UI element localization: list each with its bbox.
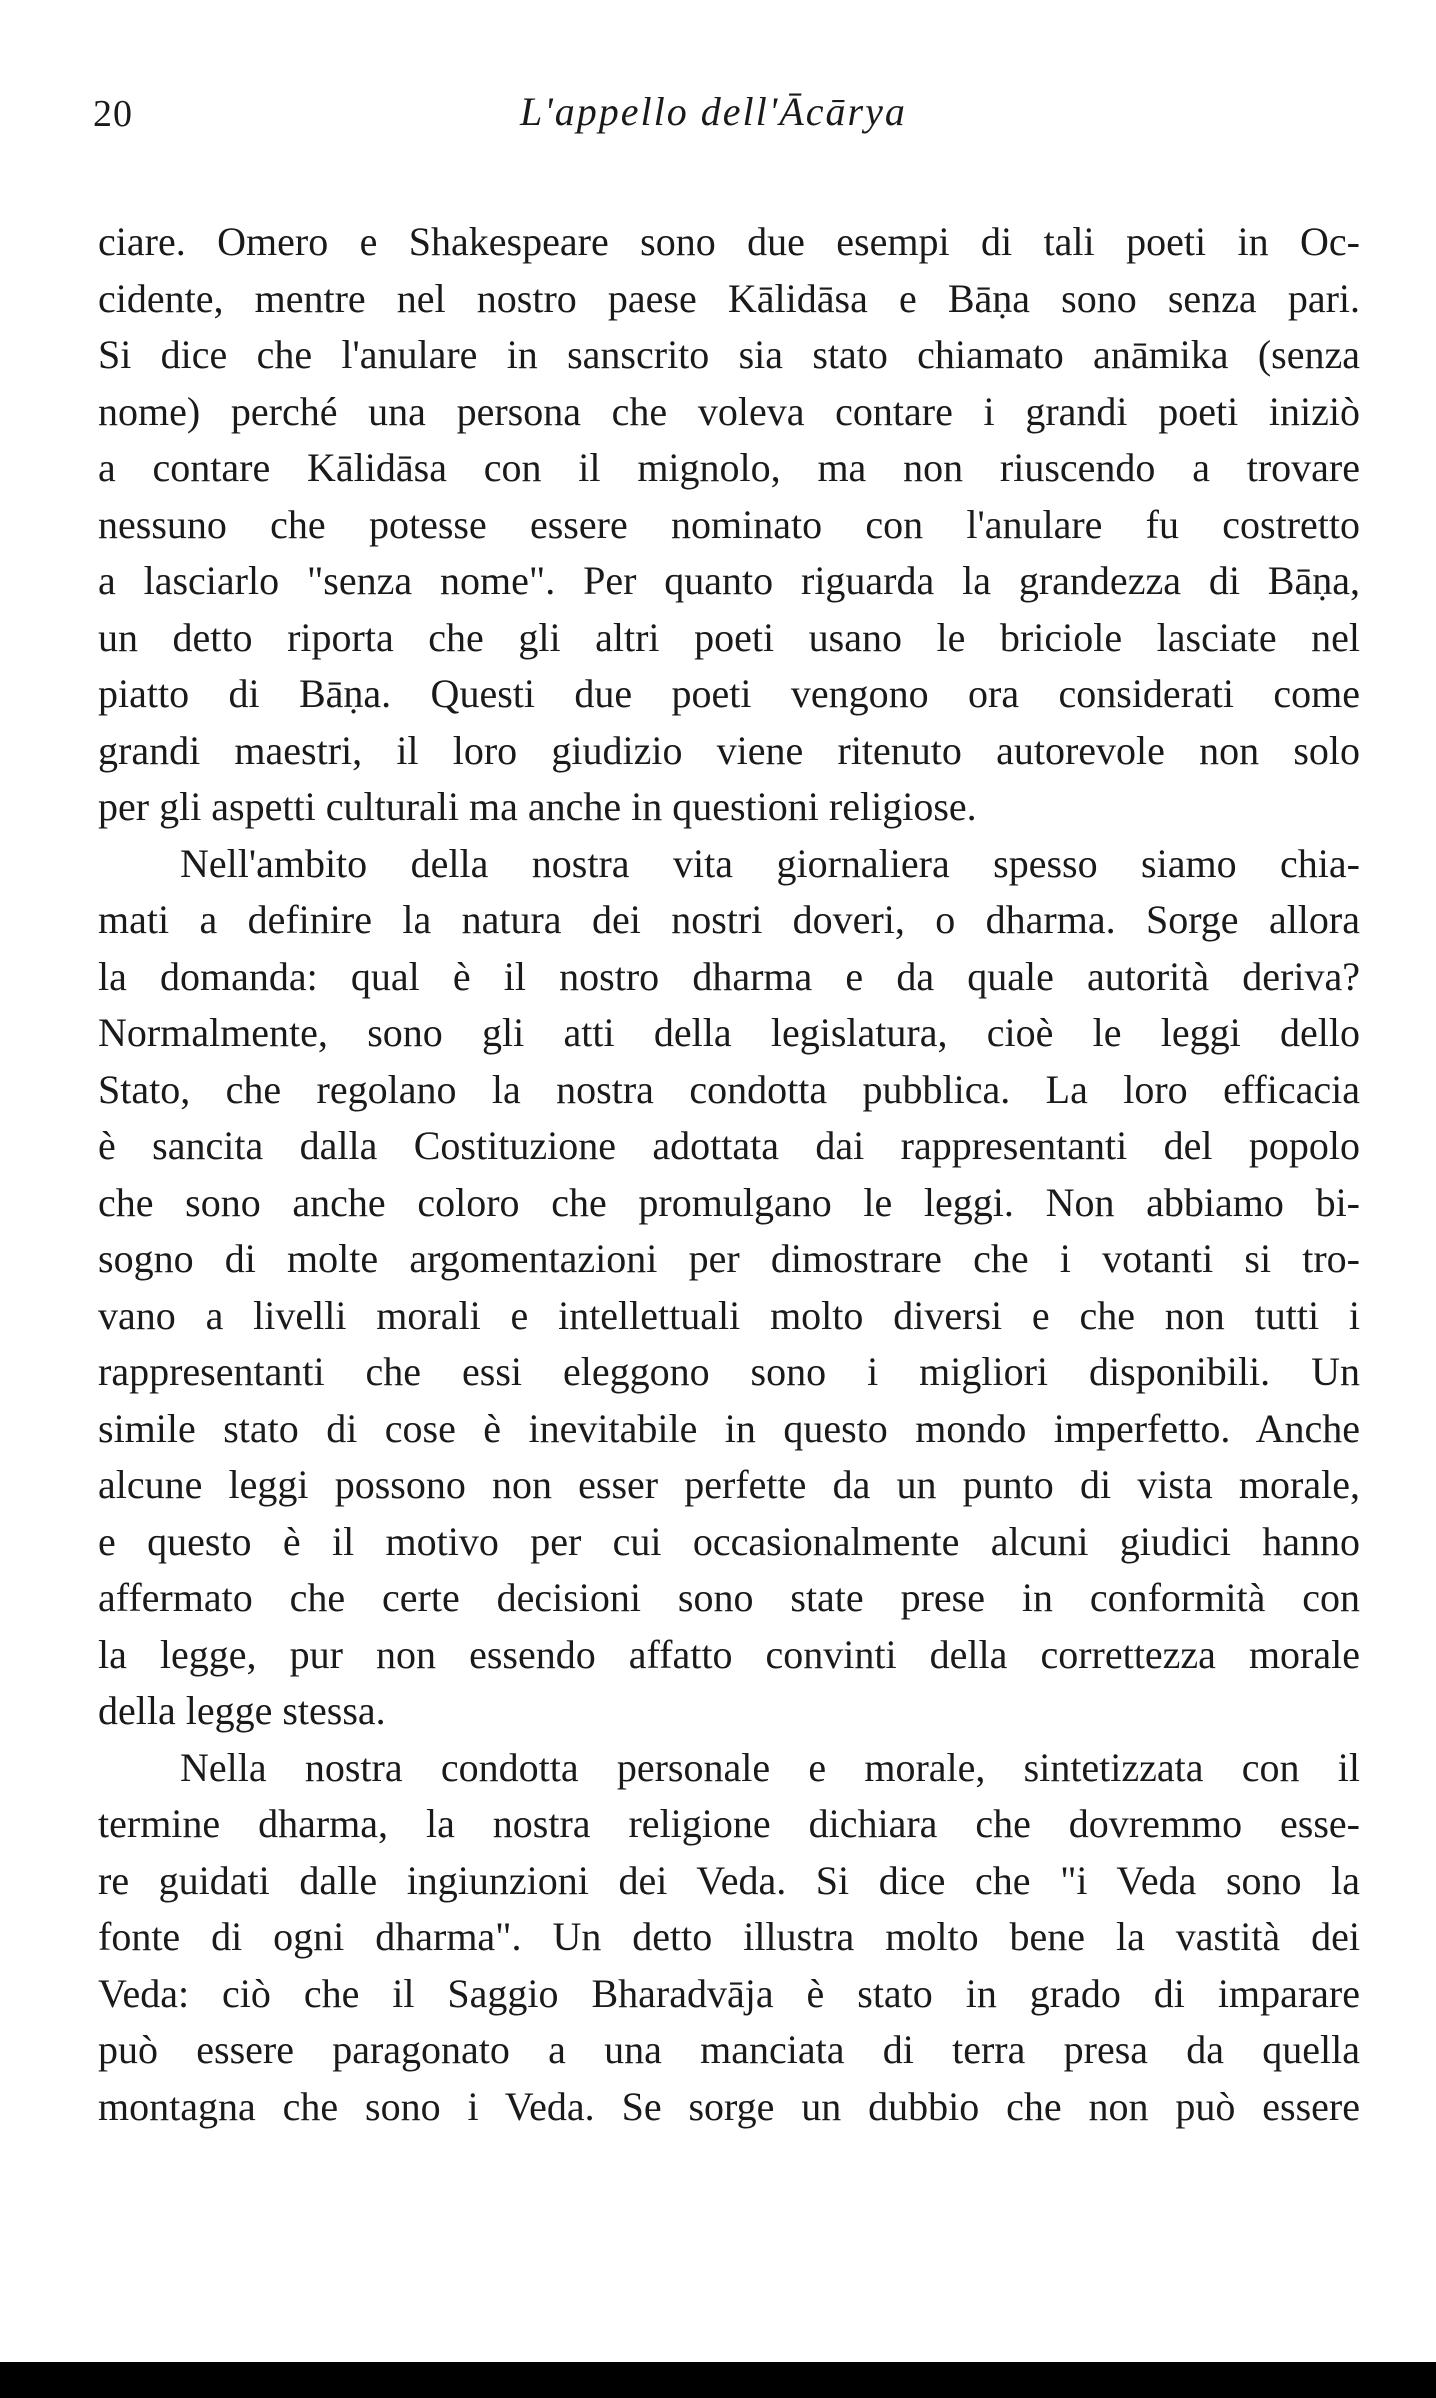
text-line: Stato, che regolano la nostra condotta pubblica. La loro efficacia (98, 1066, 1360, 1112)
text-line: può essere paragonato a una manciata di terra presa da quella (98, 2027, 1360, 2072)
text-line: Si dice che l'anulare in sanscrito sia stato chiamato anāmika (senza (98, 332, 1360, 377)
text-line: nessuno che potesse essere nominato con l'anulare fu costretto (98, 501, 1360, 547)
text-line: nome) perché una persona che voleva contare i grandi poeti iniziò (98, 388, 1360, 434)
text-line: rappresentanti che essi eleggono sono i migliori disponibili. Un (98, 1349, 1360, 1394)
text-line: piatto di Bāṇa. Questi due poeti vengono ora considerati come (98, 671, 1360, 716)
text-line: cidente, mentre nel nostro paese Kālidāsa e Bāṇa sono senza pari. (98, 275, 1360, 321)
text-line: la domanda: qual è il nostro dharma e da quale autorità deriva? (98, 953, 1360, 999)
text-line: termine dharma, la nostra religione dichiara che dovremmo esse- (98, 1801, 1360, 1846)
text-line: sogno di molte argomentazioni per dimostrare che i votanti si tro- (98, 1236, 1360, 1281)
body-text (98, 214, 1360, 2135)
text-line: grandi maestri, il loro giudizio viene ritenuto autorevole non solo (98, 727, 1360, 773)
text-line: ciare. Omero e Shakespeare sono due esempi di tali poeti in Oc- (98, 219, 1360, 264)
paragraph-start-line: Nell'ambito della nostra vita giornaliera spesso siamo chia- (180, 840, 1360, 886)
text-line: a lasciarlo "senza nome". Per quanto riguarda la grandezza di Bāṇa, (98, 558, 1360, 603)
text-line: affermato che certe decisioni sono state prese in conformità con (98, 1575, 1360, 1620)
page-number: 20 (93, 93, 133, 135)
text-line: Normalmente, sono gli atti della legislatura, cioè le leggi dello (98, 1010, 1360, 1055)
text-line: simile stato di cose è inevitabile in questo mondo imperfetto. Anche (98, 1405, 1360, 1451)
scan-edge-bar (0, 2362, 1436, 2398)
text-line: che sono anche coloro che promulgano le leggi. Non abbiamo bi- (98, 1179, 1360, 1225)
text-line: montagna che sono i Veda. Se sorge un dubbio che non può essere (98, 2083, 1360, 2129)
text-line: la legge, pur non essendo affatto convinti della correttezza morale (98, 1631, 1360, 1677)
text-line: re guidati dalle ingiunzioni dei Veda. Si dice che "i Veda sono la (98, 1857, 1360, 1903)
text-line: un detto riporta che gli altri poeti usano le briciole lasciate nel (98, 614, 1360, 660)
paragraph-end-line: per gli aspetti culturali ma anche in questioni religiose. (98, 784, 977, 829)
text-line: vano a livelli morali e intellettuali molto diversi e che non tutti i (98, 1292, 1360, 1338)
text-line: a contare Kālidāsa con il mignolo, ma non riuscendo a trovare (98, 445, 1360, 490)
text-line: alcune leggi possono non esser perfette da un punto di vista morale, (98, 1462, 1360, 1507)
text-line: e questo è il motivo per cui occasionalmente alcuni giudici hanno (98, 1518, 1360, 1564)
paragraph-start-line: Nella nostra condotta personale e morale, sintetizzata con il (180, 1744, 1360, 1790)
paragraph-end-line: della legge stessa. (98, 1688, 386, 1733)
text-line: è sancita dalla Costituzione adottata dai rappresentanti del popolo (98, 1123, 1360, 1168)
text-line: Veda: ciò che il Saggio Bharadvāja è stato in grado di imparare (98, 1970, 1360, 2016)
text-line: fonte di ogni dharma". Un detto illustra molto bene la vastità dei (98, 1914, 1360, 1959)
text-line: mati a definire la natura dei nostri doveri, o dharma. Sorge allora (98, 897, 1360, 942)
running-title: L'appello dell'Ācārya (520, 89, 907, 134)
